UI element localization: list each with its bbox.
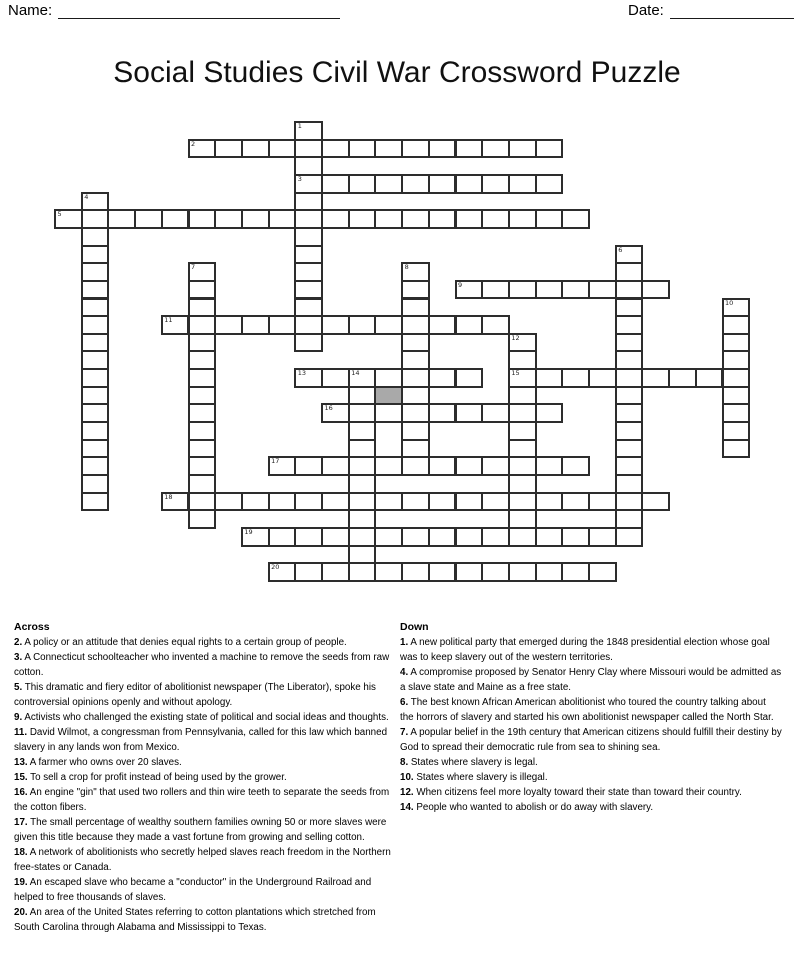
- across-clue: 11. David Wilmot, a congressman from Pennsylvania, called for this law which banned slavery in any lands won from Mexico.: [14, 727, 388, 753]
- down-clue: 7. A popular belief in the 19th century that American citizens should fulfill their destiny by God to spread their democratic rule from sea to shining sea.: [400, 727, 782, 753]
- crossword-cell[interactable]: [561, 527, 590, 547]
- crossword-cell[interactable]: [455, 403, 484, 423]
- across-clues: [14, 620, 396, 935]
- crossword-cell[interactable]: [615, 527, 644, 547]
- crossword-cell[interactable]: [588, 280, 617, 300]
- crossword-cell[interactable]: [588, 368, 617, 388]
- crossword-cell[interactable]: [428, 368, 457, 388]
- crossword-cell[interactable]: [428, 209, 457, 229]
- crossword-cell[interactable]: [455, 280, 484, 300]
- crossword-cell[interactable]: [535, 209, 564, 229]
- crossword-cell[interactable]: [188, 315, 217, 335]
- crossword-cell[interactable]: [294, 209, 323, 229]
- cell-number: 7: [191, 263, 196, 272]
- cell-number: 18: [164, 492, 173, 501]
- cell-number: 13: [297, 369, 307, 378]
- crossword-cell[interactable]: [241, 527, 270, 547]
- cell-number: 17: [271, 457, 280, 466]
- crossword-cell[interactable]: [321, 492, 350, 512]
- crossword-cell[interactable]: [615, 280, 644, 300]
- crossword-cell[interactable]: [214, 315, 243, 335]
- cell-number: 5: [57, 210, 62, 219]
- crossword-cell[interactable]: [374, 209, 403, 229]
- crossword-cell[interactable]: [241, 139, 270, 159]
- crossword-cell[interactable]: [134, 209, 163, 229]
- crossword-cell[interactable]: [481, 403, 510, 423]
- crossword-cell[interactable]: [481, 315, 510, 335]
- name-label: Name:: [8, 2, 53, 19]
- crossword-cell[interactable]: [508, 492, 537, 512]
- crossword-cell[interactable]: [401, 492, 430, 512]
- crossword-cell[interactable]: [668, 368, 697, 388]
- crossword-cell[interactable]: [348, 562, 377, 582]
- across-clue: 18. A network of abolitionists who secretly helped slaves reach freedom in the Northern free-states or Canada.: [14, 847, 391, 873]
- crossword-cell[interactable]: [535, 368, 564, 388]
- crossword-cell[interactable]: [401, 368, 430, 388]
- cell-number: 4: [84, 192, 89, 201]
- crossword-cell[interactable]: [481, 139, 510, 159]
- crossword-cell[interactable]: [321, 527, 350, 547]
- crossword-cell[interactable]: [401, 456, 430, 476]
- cell-number: 19: [244, 527, 253, 536]
- crossword-cell[interactable]: [428, 174, 457, 194]
- across-clue: 15. To sell a crop for profit instead of being used by the grower.: [14, 772, 287, 783]
- crossword-cell[interactable]: [401, 403, 430, 423]
- across-header: Across: [14, 621, 50, 633]
- cell-number: 1: [297, 122, 302, 130]
- crossword-cell[interactable]: [268, 527, 297, 547]
- crossword-cell[interactable]: [561, 562, 590, 582]
- crossword-cell[interactable]: [81, 492, 110, 512]
- crossword-cell[interactable]: [321, 139, 350, 159]
- across-clue: 16. An engine "gin" that used two rollers and thin wire teeth to separate the seeds from the cotton fibers.: [14, 787, 390, 813]
- cell-number: 11: [164, 316, 173, 325]
- crossword-cell[interactable]: [615, 368, 644, 388]
- crossword-cell[interactable]: [561, 456, 590, 476]
- crossword-cell[interactable]: [268, 139, 297, 159]
- cell-number: 3: [297, 174, 302, 183]
- crossword-cell[interactable]: [294, 492, 323, 512]
- down-clue-list: [400, 635, 782, 815]
- crossword-cell[interactable]: [455, 456, 484, 476]
- crossword-cell[interactable]: [188, 209, 217, 229]
- crossword-cell[interactable]: [508, 174, 537, 194]
- crossword-cell[interactable]: [641, 492, 670, 512]
- date-label: Date:: [628, 2, 664, 19]
- crossword-cell[interactable]: [641, 280, 670, 300]
- crossword-cell[interactable]: [54, 209, 83, 229]
- crossword-cell[interactable]: [508, 403, 537, 423]
- crossword-cell[interactable]: [481, 280, 510, 300]
- crossword-cell[interactable]: [588, 562, 617, 582]
- crossword-cell[interactable]: [508, 139, 537, 159]
- cell-number: 12: [511, 333, 520, 342]
- cell-number: 15: [511, 369, 520, 378]
- down-clue: 14. People who wanted to abolish or do away with slavery.: [400, 802, 654, 813]
- crossword-cell[interactable]: [161, 209, 190, 229]
- crossword-cell[interactable]: [481, 456, 510, 476]
- crossword-cell[interactable]: [455, 139, 484, 159]
- crossword-cell[interactable]: [722, 439, 751, 459]
- crossword-cell[interactable]: [294, 174, 323, 194]
- crossword-cell[interactable]: [455, 209, 484, 229]
- crossword-cell[interactable]: [535, 280, 564, 300]
- crossword-cell[interactable]: [508, 280, 537, 300]
- crossword-cell[interactable]: [81, 209, 110, 229]
- crossword-cell[interactable]: [268, 562, 297, 582]
- crossword-cell[interactable]: [188, 492, 217, 512]
- crossword-cell[interactable]: [455, 368, 484, 388]
- crossword-cell[interactable]: [428, 139, 457, 159]
- crossword-cell[interactable]: [107, 209, 136, 229]
- cell-number: 14: [351, 369, 360, 378]
- crossword-cell[interactable]: [294, 562, 323, 582]
- cell-number: 20: [271, 563, 280, 572]
- crossword-cell[interactable]: [428, 315, 457, 335]
- crossword-cell[interactable]: [348, 174, 377, 194]
- crossword-cell[interactable]: [161, 315, 190, 335]
- down-clue: 12. When citizens feel more loyalty toward their state than toward their country.: [400, 787, 742, 798]
- crossword-cell[interactable]: [161, 492, 190, 512]
- crossword-cell[interactable]: [481, 174, 510, 194]
- down-clue: 4. A compromise proposed by Senator Henry Clay where Missouri would be admitted as a slave state and Maine as a free state.: [400, 667, 782, 693]
- crossword-cell[interactable]: [348, 492, 377, 512]
- crossword-cell[interactable]: [588, 492, 617, 512]
- across-clue: 9. Activists who challenged the existing state of political and social ideas and thoughts.: [14, 712, 389, 723]
- across-clue: 2. A policy or an attitude that denies equal rights to a certain group of people.: [14, 637, 347, 648]
- crossword-cell[interactable]: [695, 368, 724, 388]
- down-header: Down: [400, 621, 429, 633]
- crossword-cell[interactable]: [188, 509, 217, 529]
- crossword-cell[interactable]: [321, 209, 350, 229]
- crossword-cell[interactable]: [561, 280, 590, 300]
- crossword-cell[interactable]: [615, 492, 644, 512]
- cell-number: 16: [324, 404, 333, 413]
- crossword-cell[interactable]: [268, 492, 297, 512]
- crossword-cell[interactable]: [241, 315, 270, 335]
- crossword-cell[interactable]: [294, 315, 323, 335]
- crossword-cell[interactable]: [481, 209, 510, 229]
- crossword-cell[interactable]: [348, 403, 377, 423]
- crossword-cell[interactable]: [321, 562, 350, 582]
- crossword-cell[interactable]: [374, 403, 403, 423]
- crossword-cell[interactable]: [374, 139, 403, 159]
- crossword-cell[interactable]: [294, 527, 323, 547]
- crossword-cell[interactable]: [428, 456, 457, 476]
- crossword-cell[interactable]: [401, 139, 430, 159]
- crossword-cell[interactable]: [481, 527, 510, 547]
- crossword-cell[interactable]: [321, 403, 350, 423]
- crossword-cell[interactable]: [508, 527, 537, 547]
- crossword-cell[interactable]: [214, 139, 243, 159]
- crossword-cell[interactable]: [508, 562, 537, 582]
- crossword-cell[interactable]: [535, 174, 564, 194]
- crossword-cell[interactable]: [348, 139, 377, 159]
- crossword-cell[interactable]: [508, 368, 537, 388]
- across-clue: 20. An area of the United States referring to cotton plantations which stretched from South Carolina through Alabama and Mississippi to Texas.: [14, 907, 376, 933]
- crossword-cell[interactable]: [401, 562, 430, 582]
- crossword-cell[interactable]: [401, 315, 430, 335]
- crossword-cell[interactable]: [321, 315, 350, 335]
- crossword-cell[interactable]: [401, 174, 430, 194]
- crossword-cell[interactable]: [294, 456, 323, 476]
- crossword-cell[interactable]: [455, 315, 484, 335]
- crossword-cell[interactable]: [321, 174, 350, 194]
- crossword-cell[interactable]: [241, 492, 270, 512]
- crossword-cell[interactable]: [428, 527, 457, 547]
- across-clue: 13. A farmer who owns over 20 slaves.: [14, 757, 182, 768]
- crossword-cell[interactable]: [428, 562, 457, 582]
- crossword-cell[interactable]: [535, 492, 564, 512]
- crossword-cell[interactable]: [374, 492, 403, 512]
- crossword-cell[interactable]: [455, 492, 484, 512]
- crossword-cell[interactable]: [535, 527, 564, 547]
- crossword-cell[interactable]: [508, 456, 537, 476]
- crossword-cell[interactable]: [508, 209, 537, 229]
- crossword-cell[interactable]: [374, 456, 403, 476]
- crossword-cell[interactable]: [374, 315, 403, 335]
- crossword-cell[interactable]: [294, 368, 323, 388]
- crossword-cell[interactable]: [268, 456, 297, 476]
- crossword-cell[interactable]: [294, 139, 323, 159]
- crossword-cell[interactable]: [561, 209, 590, 229]
- crossword-cell[interactable]: [321, 368, 350, 388]
- cell-number: 6: [618, 245, 623, 254]
- crossword-cell[interactable]: [455, 174, 484, 194]
- crossword-cell[interactable]: [535, 403, 564, 423]
- down-clue: 10. States where slavery is illegal.: [400, 772, 548, 783]
- across-clue: 17. The small percentage of wealthy southern families owning 50 or more slaves were given this title because they made a vast fortune from growing and selling cotton.: [14, 817, 387, 843]
- down-clue: 8. States where slavery is legal.: [400, 757, 538, 768]
- across-clue: 19. An escaped slave who became a "conductor" in the Underground Railroad and helped to free thousands of slaves.: [14, 877, 372, 903]
- page-title: Social Studies Civil War Crossword Puzzle: [113, 56, 681, 90]
- crossword-cell[interactable]: [535, 456, 564, 476]
- cell-number: 10: [725, 298, 734, 307]
- crossword-cell[interactable]: [588, 527, 617, 547]
- down-clue: 1. A new political party that emerged during the 1848 presidential election whose goal was to keep slavery out of the western territories.: [400, 637, 770, 663]
- crossword-cell[interactable]: [374, 562, 403, 582]
- crossword-cell[interactable]: [401, 209, 430, 229]
- crossword-cell[interactable]: [321, 456, 350, 476]
- crossword-cell[interactable]: [481, 562, 510, 582]
- down-clues: [400, 620, 782, 815]
- across-clue: 5. This dramatic and fiery editor of abolitionist newspaper (The Liberator), spoke his controversial opinions openly and without apology.: [14, 682, 376, 708]
- crossword-cell[interactable]: [455, 527, 484, 547]
- crossword-cell[interactable]: [214, 209, 243, 229]
- crossword-cell[interactable]: [268, 209, 297, 229]
- crossword-cell[interactable]: [561, 492, 590, 512]
- crossword-cell[interactable]: [268, 315, 297, 335]
- crossword-cell[interactable]: [348, 209, 377, 229]
- cell-number: 2: [191, 139, 196, 148]
- crossword-cell[interactable]: [455, 562, 484, 582]
- crossword-cell[interactable]: [374, 527, 403, 547]
- crossword-cell[interactable]: [561, 368, 590, 388]
- crossword-cell[interactable]: [294, 333, 323, 353]
- crossword-cell[interactable]: [428, 492, 457, 512]
- crossword-cell[interactable]: [481, 492, 510, 512]
- cell-number: 9: [458, 280, 463, 289]
- crossword-cell[interactable]: [214, 492, 243, 512]
- across-clue-list: [14, 635, 396, 935]
- crossword-cell[interactable]: [535, 562, 564, 582]
- crossword-cell[interactable]: [401, 527, 430, 547]
- crossword-cell[interactable]: [374, 174, 403, 194]
- crossword-cell[interactable]: [535, 139, 564, 159]
- crossword-cell[interactable]: [348, 456, 377, 476]
- crossword-cell[interactable]: [241, 209, 270, 229]
- crossword-cell[interactable]: [641, 368, 670, 388]
- crossword-cell[interactable]: [348, 315, 377, 335]
- cell-number: 8: [404, 263, 409, 272]
- across-clue: 3. A Connecticut schoolteacher who invented a machine to remove the seeds from raw cotton.: [14, 652, 390, 678]
- crossword-cell-shaded[interactable]: [374, 386, 403, 406]
- crossword-cell[interactable]: [188, 139, 217, 159]
- crossword-cell[interactable]: [428, 403, 457, 423]
- down-clue: 6. The best known African American abolitionist who toured the country talking about the horrors of slavery and started his own abolitionist newspaper called the North Star.: [400, 697, 774, 723]
- crossword-cell[interactable]: [348, 527, 377, 547]
